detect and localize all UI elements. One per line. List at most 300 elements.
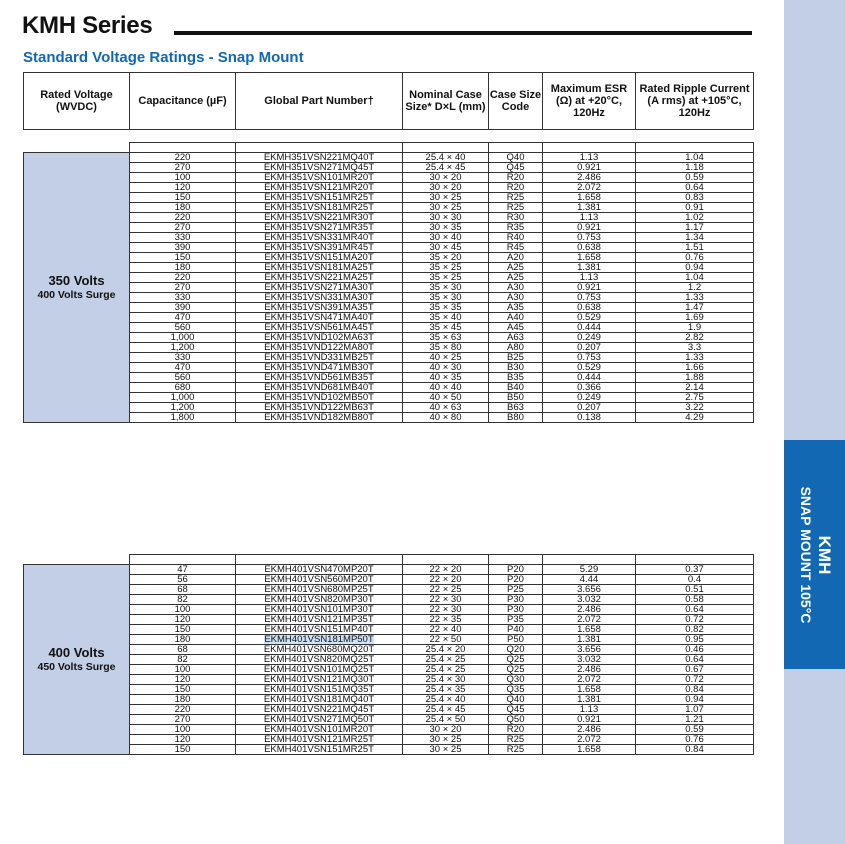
capacitance-cell: 390: [130, 243, 236, 253]
case-size-cell: 30 × 25: [403, 745, 489, 755]
esr-cell: 0.529: [543, 313, 636, 323]
col-header-voltage: Rated Voltage (WVDC): [24, 73, 130, 130]
ripple-current-cell: 0.37: [636, 565, 754, 575]
part-number-cell[interactable]: EKMH401VSN121MP35T: [236, 615, 403, 625]
case-size-cell: 35 × 25: [403, 263, 489, 273]
case-size-cell: 30 × 45: [403, 243, 489, 253]
esr-cell: 3.656: [543, 645, 636, 655]
part-number-cell[interactable]: EKMH351VSN151MR25T: [236, 193, 403, 203]
table-row: [24, 665, 754, 675]
case-size-cell: 30 × 30: [403, 213, 489, 223]
case-code-cell: R35: [489, 223, 543, 233]
col-header-capacitance: Capacitance (µF): [130, 73, 236, 130]
table-row: [24, 183, 754, 193]
case-size-cell: 35 × 30: [403, 293, 489, 303]
table-row: [24, 645, 754, 655]
case-code-cell: R20: [489, 725, 543, 735]
ripple-current-cell: 1.17: [636, 223, 754, 233]
case-code-cell: R25: [489, 193, 543, 203]
part-number-cell[interactable]: EKMH351VSN181MR25T: [236, 203, 403, 213]
part-number-cell[interactable]: EKMH401VSN121MR25T: [236, 735, 403, 745]
case-size-cell: 40 × 25: [403, 353, 489, 363]
capacitance-cell: 180: [130, 203, 236, 213]
capacitance-cell: 1,200: [130, 403, 236, 413]
case-code-cell: Q45: [489, 163, 543, 173]
voltage-group-cell: [24, 565, 130, 755]
esr-cell: 2.486: [543, 665, 636, 675]
ripple-current-cell: 0.95: [636, 635, 754, 645]
esr-cell: 1.13: [543, 273, 636, 283]
case-size-cell: 40 × 80: [403, 413, 489, 423]
section-tab[interactable]: [784, 440, 845, 669]
part-number-cell[interactable]: EKMH351VSN391MA35T: [236, 303, 403, 313]
ripple-current-cell: 1.18: [636, 163, 754, 173]
esr-cell: 2.072: [543, 183, 636, 193]
capacitance-cell: 390: [130, 303, 236, 313]
table-row: [24, 393, 754, 403]
case-code-cell: A40: [489, 313, 543, 323]
ripple-current-cell: 1.9: [636, 323, 754, 333]
spacer-cell: [236, 555, 403, 565]
part-number-cell[interactable]: EKMH401VSN680MQ20T: [236, 645, 403, 655]
surge-rating: 400 Volts Surge: [37, 289, 116, 301]
ripple-current-cell: 0.59: [636, 725, 754, 735]
spacer-cell: [24, 143, 130, 153]
esr-cell: 1.13: [543, 213, 636, 223]
case-code-cell: R30: [489, 213, 543, 223]
part-number-cell[interactable]: EKMH401VSN121MQ30T: [236, 675, 403, 685]
case-code-cell: Q35: [489, 685, 543, 695]
part-number-cell[interactable]: [236, 635, 403, 645]
capacitance-cell: 270: [130, 283, 236, 293]
part-number-cell[interactable]: EKMH351VSN121MR20T: [236, 183, 403, 193]
surge-rating: 450 Volts Surge: [37, 661, 116, 673]
case-size-cell: 25.4 × 25: [403, 655, 489, 665]
voltage-rating: 350 Volts: [48, 273, 105, 288]
case-size-cell: 22 × 50: [403, 635, 489, 645]
capacitance-cell: 82: [130, 655, 236, 665]
esr-cell: 1.658: [543, 745, 636, 755]
case-size-cell: 35 × 20: [403, 253, 489, 263]
part-number-cell[interactable]: EKMH351VSN271MA30T: [236, 283, 403, 293]
case-code-cell: R25: [489, 203, 543, 213]
esr-cell: 0.444: [543, 373, 636, 383]
ripple-current-cell: 0.91: [636, 203, 754, 213]
case-size-cell: 22 × 25: [403, 585, 489, 595]
group-spacer-row: [24, 555, 754, 565]
case-code-cell: B30: [489, 363, 543, 373]
case-size-cell: 22 × 30: [403, 595, 489, 605]
case-code-cell: Q20: [489, 645, 543, 655]
part-number-cell[interactable]: EKMH351VND681MB40T: [236, 383, 403, 393]
case-code-cell: R25: [489, 745, 543, 755]
esr-cell: 1.658: [543, 685, 636, 695]
voltage-group-cell: [24, 153, 130, 423]
voltage-rating: 400 Volts: [48, 645, 105, 660]
capacitance-cell: 150: [130, 253, 236, 263]
spacer-cell: [24, 555, 130, 565]
table-row: [24, 263, 754, 273]
ripple-current-cell: 1.88: [636, 373, 754, 383]
table-row: [24, 585, 754, 595]
esr-cell: 1.658: [543, 625, 636, 635]
case-size-cell: 25.4 × 35: [403, 685, 489, 695]
capacitance-cell: 1,000: [130, 333, 236, 343]
part-number-cell[interactable]: EKMH351VND102MB50T: [236, 393, 403, 403]
esr-cell: 0.921: [543, 715, 636, 725]
spacer-cell: [543, 143, 636, 153]
part-number-cell[interactable]: EKMH351VND561MB35T: [236, 373, 403, 383]
case-code-cell: P25: [489, 585, 543, 595]
case-code-cell: R20: [489, 173, 543, 183]
ripple-current-cell: 1.04: [636, 153, 754, 163]
esr-cell: 1.658: [543, 253, 636, 263]
selected-text-highlight[interactable]: EKMH401VSN181MP50T: [264, 634, 374, 645]
case-size-cell: 35 × 30: [403, 283, 489, 293]
ripple-current-cell: 1.34: [636, 233, 754, 243]
capacitance-cell: 180: [130, 263, 236, 273]
part-number-cell[interactable]: EKMH351VSN181MA25T: [236, 263, 403, 273]
capacitance-cell: 47: [130, 565, 236, 575]
case-size-cell: 30 × 25: [403, 193, 489, 203]
table-row: [24, 685, 754, 695]
part-number-cell[interactable]: EKMH401VSN560MP20T: [236, 575, 403, 585]
spacer-cell: [489, 555, 543, 565]
part-number-cell[interactable]: EKMH351VSN331MA30T: [236, 293, 403, 303]
capacitance-cell: 100: [130, 605, 236, 615]
case-code-cell: R40: [489, 233, 543, 243]
case-code-cell: Q25: [489, 665, 543, 675]
case-size-cell: 25.4 × 25: [403, 665, 489, 675]
case-size-cell: 40 × 63: [403, 403, 489, 413]
case-size-cell: 40 × 40: [403, 383, 489, 393]
part-number-cell[interactable]: EKMH351VSN101MR20T: [236, 173, 403, 183]
esr-cell: 1.13: [543, 705, 636, 715]
case-size-cell: 35 × 25: [403, 273, 489, 283]
spacer-cell: [636, 555, 754, 565]
ripple-current-cell: 0.76: [636, 253, 754, 263]
esr-cell: 0.753: [543, 233, 636, 243]
capacitance-cell: 220: [130, 153, 236, 163]
case-size-cell: 25.4 × 50: [403, 715, 489, 725]
ripple-current-cell: 0.64: [636, 605, 754, 615]
table-row: [24, 695, 754, 705]
case-code-cell: R20: [489, 183, 543, 193]
table-row: [24, 343, 754, 353]
ripple-current-cell: 0.51: [636, 585, 754, 595]
case-code-cell: R25: [489, 735, 543, 745]
capacitance-cell: 82: [130, 595, 236, 605]
spacer-cell: [403, 555, 489, 565]
capacitance-cell: 220: [130, 213, 236, 223]
part-number-cell[interactable]: EKMH401VSN680MP25T: [236, 585, 403, 595]
table-row: [24, 163, 754, 173]
case-size-cell: 22 × 30: [403, 605, 489, 615]
case-code-cell: P20: [489, 565, 543, 575]
case-code-cell: B40: [489, 383, 543, 393]
case-code-cell: Q40: [489, 695, 543, 705]
spacer-cell: [489, 143, 543, 153]
capacitance-cell: 560: [130, 373, 236, 383]
capacitance-cell: 100: [130, 725, 236, 735]
spacer-cell: [236, 143, 403, 153]
capacitance-cell: 1,800: [130, 413, 236, 423]
case-code-cell: P40: [489, 625, 543, 635]
ripple-current-cell: 1.21: [636, 715, 754, 725]
part-number-cell[interactable]: EKMH401VSN470MP20T: [236, 565, 403, 575]
table-row: [24, 233, 754, 243]
part-number-cell[interactable]: EKMH351VSN221MA25T: [236, 273, 403, 283]
esr-cell: 2.072: [543, 675, 636, 685]
esr-cell: 0.921: [543, 283, 636, 293]
table-row: [24, 615, 754, 625]
capacitance-cell: 330: [130, 353, 236, 363]
capacitance-cell: 680: [130, 383, 236, 393]
table-row: [24, 675, 754, 685]
capacitance-cell: 560: [130, 323, 236, 333]
case-size-cell: 40 × 35: [403, 373, 489, 383]
capacitance-cell: 120: [130, 615, 236, 625]
part-number-cell[interactable]: EKMH351VSN221MQ40T: [236, 153, 403, 163]
case-size-cell: 35 × 35: [403, 303, 489, 313]
column-header-table: [23, 72, 754, 130]
table-row: [24, 373, 754, 383]
capacitance-cell: 270: [130, 163, 236, 173]
part-number-cell[interactable]: EKMH351VSN271MR35T: [236, 223, 403, 233]
esr-cell: 0.921: [543, 163, 636, 173]
group-spacer-row: [24, 143, 754, 153]
esr-cell: 3.032: [543, 655, 636, 665]
table-row: [24, 745, 754, 755]
case-code-cell: Q30: [489, 675, 543, 685]
part-number-cell[interactable]: EKMH401VSN271MQ50T: [236, 715, 403, 725]
esr-cell: 2.486: [543, 173, 636, 183]
capacitance-cell: 150: [130, 745, 236, 755]
case-code-cell: A80: [489, 343, 543, 353]
esr-cell: 4.44: [543, 575, 636, 585]
part-number-cell[interactable]: EKMH351VND122MB63T: [236, 403, 403, 413]
case-size-cell: 35 × 45: [403, 323, 489, 333]
part-number-cell[interactable]: EKMH401VSN221MQ45T: [236, 705, 403, 715]
ripple-current-cell: 1.51: [636, 243, 754, 253]
case-code-cell: A35: [489, 303, 543, 313]
table-row: [24, 203, 754, 213]
part-number-cell[interactable]: EKMH401VSN151MR25T: [236, 745, 403, 755]
case-size-cell: 30 × 25: [403, 735, 489, 745]
ripple-current-cell: 0.94: [636, 695, 754, 705]
table-row: [24, 333, 754, 343]
esr-cell: 3.032: [543, 595, 636, 605]
table-row: [24, 273, 754, 283]
part-number-cell[interactable]: EKMH351VND182MB80T: [236, 413, 403, 423]
part-number-cell[interactable]: EKMH351VSN271MQ45T: [236, 163, 403, 173]
section-subtitle: Standard Voltage Ratings - Snap Mount: [23, 49, 304, 66]
spacer-cell: [130, 555, 236, 565]
case-size-cell: 30 × 20: [403, 173, 489, 183]
ripple-current-cell: 1.69: [636, 313, 754, 323]
case-code-cell: A63: [489, 333, 543, 343]
case-code-cell: Q50: [489, 715, 543, 725]
ripple-current-cell: 2.82: [636, 333, 754, 343]
table-row: [24, 625, 754, 635]
esr-cell: 0.138: [543, 413, 636, 423]
table-row: [24, 575, 754, 585]
case-size-cell: 25.4 × 20: [403, 645, 489, 655]
col-header-part-number: Global Part Number†: [236, 73, 403, 130]
case-size-cell: 22 × 20: [403, 575, 489, 585]
part-number-cell[interactable]: EKMH401VSN820MP30T: [236, 595, 403, 605]
case-size-cell: 25.4 × 45: [403, 705, 489, 715]
part-number-cell[interactable]: EKMH401VSN181MQ40T: [236, 695, 403, 705]
ripple-current-cell: 0.84: [636, 685, 754, 695]
part-number-cell[interactable]: EKMH351VSN151MA20T: [236, 253, 403, 263]
esr-cell: 1.658: [543, 193, 636, 203]
tab-series-label: KMH: [814, 535, 834, 574]
case-code-cell: P30: [489, 605, 543, 615]
ripple-current-cell: 1.33: [636, 293, 754, 303]
case-size-cell: 35 × 80: [403, 343, 489, 353]
capacitance-cell: 68: [130, 585, 236, 595]
capacitance-cell: 120: [130, 735, 236, 745]
case-code-cell: B25: [489, 353, 543, 363]
table-row: [24, 253, 754, 263]
ripple-current-cell: 1.02: [636, 213, 754, 223]
part-number-cell[interactable]: EKMH351VSN561MA45T: [236, 323, 403, 333]
table-row: [24, 725, 754, 735]
capacitance-cell: 120: [130, 183, 236, 193]
case-size-cell: 30 × 20: [403, 725, 489, 735]
table-row: [24, 655, 754, 665]
case-code-cell: P20: [489, 575, 543, 585]
spacer-cell: [543, 555, 636, 565]
ripple-current-cell: 0.64: [636, 183, 754, 193]
capacitance-cell: 330: [130, 293, 236, 303]
table-row: [24, 605, 754, 615]
capacitance-cell: 68: [130, 645, 236, 655]
table-row: [24, 283, 754, 293]
case-code-cell: Q45: [489, 705, 543, 715]
table-row: [24, 383, 754, 393]
col-header-ripple: Rated Ripple Current (A rms) at +105°C, 120Hz: [636, 73, 754, 130]
table-row: [24, 413, 754, 423]
case-size-cell: 25.4 × 30: [403, 675, 489, 685]
part-number-cell[interactable]: EKMH401VSN101MP30T: [236, 605, 403, 615]
spacer-cell: [636, 143, 754, 153]
esr-cell: 2.072: [543, 615, 636, 625]
ripple-current-cell: 3.3: [636, 343, 754, 353]
case-code-cell: B50: [489, 393, 543, 403]
ripple-current-cell: 3.22: [636, 403, 754, 413]
part-number-cell[interactable]: EKMH351VND122MA80T: [236, 343, 403, 353]
esr-cell: 3.656: [543, 585, 636, 595]
ripple-current-cell: 1.2: [636, 283, 754, 293]
ripple-current-cell: 1.07: [636, 705, 754, 715]
case-code-cell: B63: [489, 403, 543, 413]
table-row: [24, 173, 754, 183]
table-row: [24, 323, 754, 333]
capacitance-cell: 100: [130, 173, 236, 183]
part-number-cell[interactable]: EKMH351VND471MB30T: [236, 363, 403, 373]
case-size-cell: 30 × 25: [403, 203, 489, 213]
esr-cell: 0.638: [543, 243, 636, 253]
series-title: KMH Series: [22, 12, 153, 39]
part-number-cell[interactable]: EKMH351VSN331MR40T: [236, 233, 403, 243]
ripple-current-cell: 0.94: [636, 263, 754, 273]
table-row: [24, 213, 754, 223]
part-number-cell[interactable]: EKMH351VND102MA63T: [236, 333, 403, 343]
table-row: [24, 153, 754, 163]
capacitance-cell: 56: [130, 575, 236, 585]
esr-cell: 0.207: [543, 403, 636, 413]
col-header-esr: Maximum ESR (Ω) at +20°C, 120Hz: [543, 73, 636, 130]
ripple-current-cell: 0.84: [636, 745, 754, 755]
part-number-cell[interactable]: EKMH401VSN820MQ25T: [236, 655, 403, 665]
case-size-cell: 35 × 40: [403, 313, 489, 323]
capacitance-cell: 1,000: [130, 393, 236, 403]
table-row: [24, 293, 754, 303]
title-rule: [174, 31, 752, 35]
table-row: [24, 635, 754, 645]
part-number-cell[interactable]: EKMH401VSN151MP40T: [236, 625, 403, 635]
ripple-current-cell: 0.67: [636, 665, 754, 675]
spacer-cell: [130, 143, 236, 153]
case-size-cell: 22 × 20: [403, 565, 489, 575]
capacitance-cell: 150: [130, 685, 236, 695]
case-code-cell: Q25: [489, 655, 543, 665]
table-row: [24, 595, 754, 605]
table-350-volts: [23, 142, 754, 423]
capacitance-cell: 220: [130, 273, 236, 283]
part-number-cell[interactable]: EKMH351VSN391MR45T: [236, 243, 403, 253]
capacitance-cell: 150: [130, 625, 236, 635]
esr-cell: 0.366: [543, 383, 636, 393]
part-number-cell[interactable]: EKMH401VSN151MQ35T: [236, 685, 403, 695]
esr-cell: 0.753: [543, 353, 636, 363]
case-size-cell: 40 × 30: [403, 363, 489, 373]
capacitance-cell: 150: [130, 193, 236, 203]
capacitance-cell: 270: [130, 715, 236, 725]
col-header-case-size: Nominal Case Size* D×L (mm): [403, 73, 489, 130]
table-row: [24, 363, 754, 373]
table-row: [24, 715, 754, 725]
esr-cell: 0.249: [543, 333, 636, 343]
table-row: [24, 313, 754, 323]
case-code-cell: P30: [489, 595, 543, 605]
esr-cell: 0.249: [543, 393, 636, 403]
case-code-cell: B35: [489, 373, 543, 383]
ripple-current-cell: 2.75: [636, 393, 754, 403]
ripple-current-cell: 4.29: [636, 413, 754, 423]
table-row: [24, 303, 754, 313]
case-size-cell: 30 × 20: [403, 183, 489, 193]
capacitance-cell: 120: [130, 675, 236, 685]
capacitance-cell: 180: [130, 695, 236, 705]
part-number-cell[interactable]: EKMH351VSN221MR30T: [236, 213, 403, 223]
ripple-current-cell: 0.83: [636, 193, 754, 203]
esr-cell: 5.29: [543, 565, 636, 575]
part-number-cell[interactable]: EKMH401VSN101MR20T: [236, 725, 403, 735]
ripple-current-cell: 1.33: [636, 353, 754, 363]
tab-mount-label: SNAP MOUNT 105°C: [797, 486, 814, 623]
table-row: [24, 193, 754, 203]
capacitance-cell: 270: [130, 223, 236, 233]
table-row: [24, 565, 754, 575]
table-row: [24, 243, 754, 253]
part-number-cell[interactable]: EKMH351VSN471MA40T: [236, 313, 403, 323]
case-code-cell: A30: [489, 283, 543, 293]
part-number-cell[interactable]: EKMH351VND331MB25T: [236, 353, 403, 363]
part-number-cell[interactable]: EKMH401VSN101MQ25T: [236, 665, 403, 675]
